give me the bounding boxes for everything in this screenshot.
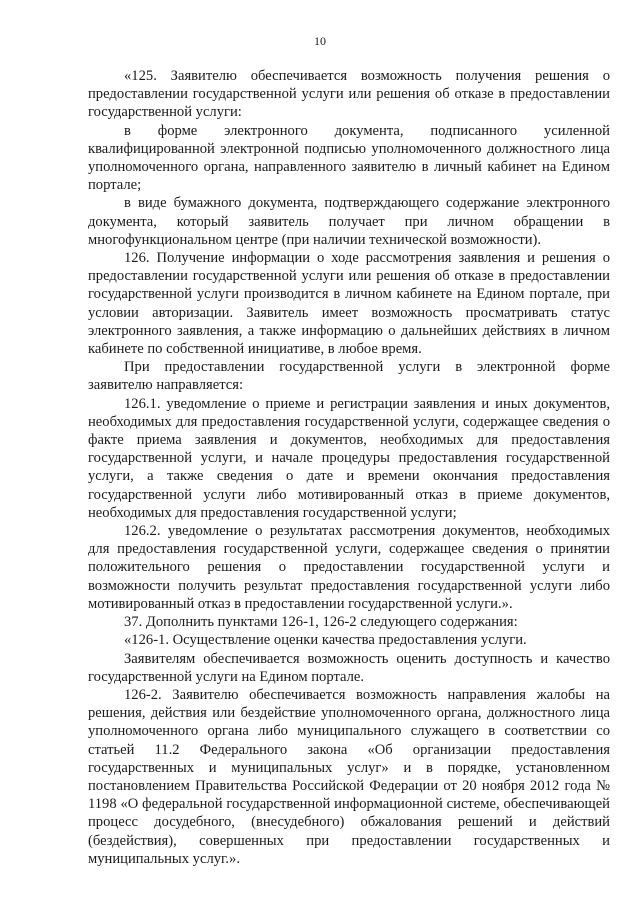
paragraph-electronic-notices: При предоставлении государственной услуги в электронной форме заявителю направляется: (88, 359, 610, 394)
document-body (88, 67, 610, 868)
paragraph-37: 37. Дополнить пунктами 126-1, 126-2 следующего содержания: (124, 614, 518, 631)
paragraph-126: 126. Получение информации о ходе рассмотрения заявления и решения о предоставлении государственной услуги или решения об отказе в предоставлении государственной услуги производится в личном кабинете на Едином портале, при условии авторизации. Заявитель имеет возможность просматривать статус электронного заявления, а также информацию о дальнейших действиях в личном кабинете по собственной инициативе, в любое время. (88, 250, 610, 358)
page-number: 10 (314, 34, 326, 48)
paragraph-126-2-complaint: 126-2. Заявителю обеспечивается возможность направления жалобы на решения, действия или бездействие уполномоченного органа, должностного лица уполномоченного органа либо муниципального служащего в соответствии со статьей 11.2 Федерального закона «Об организации предоставления государственных и муниципальных услуг» и в порядке, установленном постановлением Правительства Российской Федерации от 20 ноября 2012 года № 1198 «О федеральной государственной информационной системе, обеспечивающей процесс досудебного, (внесудебного) обжалования решений и действий (бездействия), совершенных при предоставлении государственных и муниципальных услуг.». (88, 686, 610, 867)
paragraph-126-1: 126.1. уведомление о приеме и регистрации заявления и иных документов, необходимых для предоставления государственной услуги, содержащее сведения о факте приема заявления и документов, необходимых для предоставления государственной услуги, и начале процедуры предоставления государственной услуги, а также сведения о дате и времени окончания предоставления государственной услуги либо мотивированный отказ в приеме документов, необходимых для предоставления государственной услуги; (88, 395, 610, 521)
paragraph-126-2: 126.2. уведомление о результатах рассмотрения документов, необходимых для предоставления государственной услуги, содержащее сведения о принятии положительного решения о предоставлении государственной услуги и возможности получить результат предоставления государственной услуги либо мотивированный отказ в предоставлении государственной услуги.». (88, 523, 610, 612)
paragraph-paper-form: в виде бумажного документа, подтверждающего содержание электронного документа, который заявитель получает при личном обращении в многофункциональном центре (при наличии технической возможности). (88, 195, 610, 248)
paragraph-126-1-quality: «126-1. Осуществление оценки качества предоставления услуги. (124, 632, 527, 649)
paragraph-125: «125. Заявителю обеспечивается возможность получения решения о предоставлении государственной услуги или решения об отказе в предоставлении государственной услуги: (88, 68, 610, 121)
paragraph-quality-assessment: Заявителям обеспечивается возможность оценить доступность и качество государственной услуги на Едином портале. (88, 650, 610, 685)
paragraph-electronic-form: в форме электронного документа, подписанного усиленной квалифицированной электронной подписью уполномоченного должностного лица уполномоченного органа, направленного заявителю в личный кабинет на Едином портале; (88, 122, 610, 194)
